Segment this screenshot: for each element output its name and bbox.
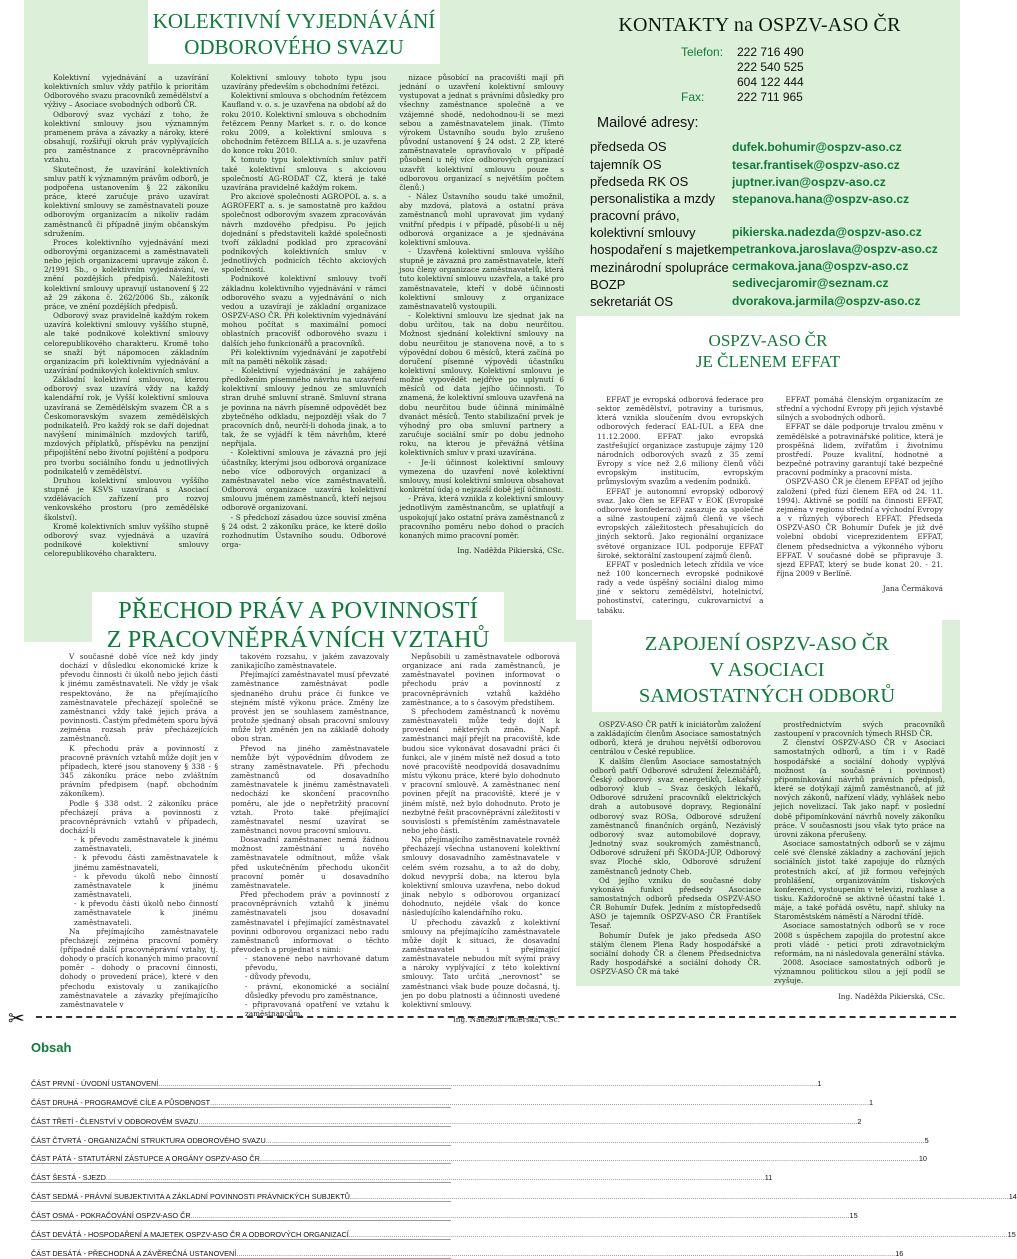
- paragraph: Podle § 338 odst. 2 zákoníku práce přecházejí práva a povinnosti z pracovněprávních vztahů v případech, dochází-li: [60, 798, 218, 835]
- toc-leader: [266, 1136, 925, 1145]
- paragraph: - Práva, která vznikla z kolektivní smlouvy jednotlivým zaměstnancům, se uplatňují a uspokojují jako ostatní práva zaměstnanců z pracovního poměru nebo dohod o pracích konaných mimo pracovní poměr.: [399, 494, 565, 540]
- paragraph: OSPZV-ASO ČR patří k iniciátorům založení a zakládajícím členům Asociace samostatných odborů, která je druhou největší odborovou centrálou v České republice.: [590, 720, 761, 757]
- kolektivni-col-2: [222, 73, 387, 593]
- toc-row[interactable]: [31, 1164, 773, 1183]
- effat-title: [664, 330, 872, 372]
- paragraph: Z členství OSPZV-ASO ČR v Asociaci samostatných odborů, a tím i v Radě hospodářské a sociální dohody vyplývá možnost (a současně i povinnost) připomínkování návrhů právních předpisů, které se dotýkají zájmů zaměstnanců, ať již nových zákonů, nařízení vlády, vyhlášek nebo jejich novelizací. Tak jako např. v poslední době připomínkování návrhů novely zákoníku práce. V současnosti jsou však tyto práce na úrovni zákona přerušeny.: [774, 738, 945, 839]
- paragraph: Přejímající zaměstnavatel musí převzaté zaměstnance zaměstnávat podle sjednaného druhu práce či funkce ve stejném místě výkonu práce. Změny lze provést jen se souhlasem zaměstnance, protože sjednaný obsah pracovní smlouvy může být změněn jen na základě dohody obou stran.: [231, 670, 389, 744]
- contact-label: kolektivní smlouvy: [590, 225, 696, 240]
- paragraph: Asociace samostatných odborů se v roce 2008 s úspěchem zapojila do protestní akce proti vládě - petici proti zdravotnickým reformám, na ni následovala generální stávka.: [774, 921, 945, 958]
- toc-item-text: ČÁST TŘETÍ - ČLENSTVÍ V ODBOROVÉM SVAZU: [31, 1116, 199, 1126]
- contact-label: BOZP: [590, 277, 626, 292]
- list-item: - k převodu části zaměstnavatele k jinému zaměstnavateli,: [74, 853, 218, 872]
- effat-col-2: [777, 395, 944, 609]
- paragraph: EFFAT je evropská odborová federace pro sektor zemědělství, potraviny a turismus, která vznikla sloučením dvou evropských odborových federací EAL-IUL a EFA dne 11.12.2000. EFFAT jako evropská zastřešující organizace zastupuje zájmy 120 národních odborových svazů z 35 zemí Evropy s více než 2,6 miliony členů vůči evropským institucím, evropským průmyslovým svazům a vedením podniků.: [597, 395, 764, 487]
- paragraph: Kromě kolektivních smluv vyššího stupně odborový svaz vyjednává a uzavírá podnikové kolektivní smlouvy celorepublikového charakteru.: [44, 521, 209, 559]
- contact-email[interactable]: stepanova.hana@ospzv-aso.cz: [732, 192, 910, 206]
- paragraph: - Uzavřená kolektivní smlouva vyššího stupně je závazná pro zaměstnavatele, kteří jsou členy organizace zaměstnavatelů, která tuto kolektivní smlouvu uzavřela, a také pro zaměstnavatele, kteří v době účinnosti kolektivní smlouvy z organizace zaměstnavatelů vystoupili.: [399, 246, 565, 311]
- paragraph: Proces kolektivního vyjednávání mezi odborovými organizacemi a zaměstnavateli nebo jejich organizacemi upravuje zákon č. 2/1991 Sb., o kolektivním vyjednávání, ve znění pozdějších předpisů. Náležitosti kolektivní smlouvy upravují ustanovení § 22 až 29 zákona č. 262/2006 Sb., zákoník práce, ve znění pozdějších předpisů.: [44, 237, 209, 311]
- paragraph: S přechodem zaměstnanců k novému zaměstnavateli může tedy dojít k provedení některých změn. Např. zaměstnanci mají přejít na pracoviště, kde budou sice vykonávat dosavadní práci či funkci, ale v jiném místě než dosud a toto nové pracoviště neodpovídá dosavadnímu místu výkonu práce, které bylo dohodnuto v pracovní smlouvě. A zaměstnanec není povinen přejít na pracoviště, které je v jiném místě, než bylo dohodnuto. Proto je nezbytné řešit pracovněprávní záležitosti v souvislosti s přemístěním zaměstnavatele nebo jeho části.: [402, 706, 560, 835]
- kolektivni-title: [148, 8, 440, 60]
- paragraph: Pro akciové společnosti AGROPOL a. s. a AGROFERT a. s. je samostatně pro každou společnost odborovým svazem zpracováván návrh mzdového předpisu. Po jejich dojednání s představiteli každé společnosti tvoří základní podklad pro zpracování podnikových kolektivních smluv v jednotlivých podnicích těchto akciových společností.: [221, 192, 387, 275]
- paragraph: Na přejímajícího zaměstnavatele přecházejí zejména pracovní poměry (případně další pracovněprávní vztahy, tj. dohody o pracích konaných mimo pracovní poměr – dohody o pracovní činnosti, dohody o provedení práce), které v den přechodu existovaly u zanikajícího zaměstnavatele a závazky přejímajícího zaměstnavatele v: [60, 926, 218, 1009]
- effat-title-line-1: OSPZV-ASO ČR: [708, 331, 828, 350]
- fax-label: Fax:: [681, 90, 705, 104]
- paragraph: Základní kolektivní smlouvou, kterou odborový svaz uzavírá vždy na každý kalendářní rok, je Vyšší kolektivní smlouva uzavíraná se Zemědělským svazem ČR a s Českomoravským svazem zemědělských podnikatelů. Pro každý rok se daří dojednat navýšení minimálních mzdových tarifů, mzdových příplatků, příspěvku na penzijní připojištění nebo životní pojištění a podporu pro tvorbu sociálního fondu u jednotlivých podnikatelů v zemědělství.: [44, 375, 209, 476]
- contact-email[interactable]: dufek.bohumir@ospzv-aso.cz: [732, 140, 902, 154]
- zapojeni-title: [592, 631, 942, 709]
- contact-label: sekretariát OS: [590, 294, 674, 309]
- paragraph: Bohumír Dufek je jako předseda ASO stálým členem Plena Rady hospodářské a sociální dohody ČR a členem Předsednictva Rady hospodářské a sociální dohody ČR. OSPZV-ASO ČR má také: [590, 930, 761, 977]
- toc-leader: [350, 1192, 1009, 1201]
- toc-item-page: 16: [895, 1248, 904, 1258]
- paragraph: Na přejímajícího zaměstnavatele rovněž přecházejí všechna ustanovení kolektivní smlouvy dosavadního zaměstnavatele v celém svém rozsahu, a to až do doby, dokud nevyprší doba, na kterou byla kolektivní smlouva uzavřena, nebo dokud jinak nebylo s odborovou organizací dohodnuto, nejdéle však do konce následujícího kalendářního roku.: [402, 835, 560, 918]
- paragraph: - Je-li účinnost kolektivní smlouvy vymezena do uzavření nové kolektivní smlouvy, musí kolektivní smlouva obsahovat konkrétní údaj o nejzazší době její účinnosti.: [399, 457, 565, 495]
- contact-label: tajemník OS: [590, 157, 662, 172]
- toc-row[interactable]: [31, 1202, 858, 1221]
- contact-label: předseda RK OS: [590, 174, 689, 189]
- toc-leader: [198, 1117, 857, 1126]
- paragraph: U přechodu závazků z kolektivní smlouvy na přejímajícího zaměstnavatele může dojít k situaci, že dosavadní zaměstnavatel i přejímající zaměstnavatele nebudou mít svými právy a nároky vyplývající z této kolektivní smlouvy. Tato určitá „nerovnost” se zaměstnanci však bude pouze dočasná, tj. jen po dobu platnosti a účinnosti uvedené kolektivní smlouvy.: [402, 917, 560, 1009]
- toc-item-page: 10: [918, 1154, 927, 1164]
- paragraph: Kolektivní vyjednávání a uzavírání kolektivních smluv vždy patřilo k prioritám Odborového svazu pracovníků zemědělství a výživy – Asociace svobodných odborů ČR.: [44, 73, 209, 110]
- paragraph: - Nález Ústavního soudu také umožnil, aby mzdová, platová a ostatní práva zaměstnanců mohl upravovat jim vydaný vnitřní předpis i v případě, působí-li u něj odborová organizace a je sjednávána kolektivní smlouva.: [399, 192, 565, 247]
- toc-row[interactable]: [31, 1089, 874, 1108]
- toc-leader: [210, 1098, 869, 1107]
- telefon-1: 222 716 490: [737, 45, 804, 59]
- toc-item-text: ČÁST PÁTÁ - STATUTÁRNÍ ZÁSTUPCE A ORGÁNY OSPZV-ASO ČR: [31, 1154, 260, 1164]
- toc-item-page: 15: [849, 1211, 858, 1221]
- contact-email[interactable]: cermakova.jana@ospzv-aso.cz: [732, 259, 909, 273]
- list-item: - k převodu zaměstnavatele k jinému zaměstnavateli,: [74, 835, 218, 854]
- paragraph: Druhou kolektivní smlouvou vyššího stupně je KSVS uzavíraná s Asociací vzdělávacích zařízení pro rozvoj venkovského prostoru (pro zemědělské školství).: [44, 475, 209, 522]
- paragraph: K přechodu práv a povinností z pracovně právních vztahů může dojít jen v případech, které jsou stanoveny § 338 - § 345 zákoníku práce nebo zvláštním právním předpisem (např. obchodním zákoníkem).: [60, 743, 218, 799]
- paragraph: EFFAT v posledních letech zřídila ve více než 100 koncernech evropské podnikové rady a vede úspěšný sociální dialog mimo jiné v sektoru zemědělství, hotelnictví, pohostinství, cateringu, cukrovarnictví a tabáku.: [597, 559, 764, 615]
- paragraph: K tomuto typu kolektivních smluv patří také kolektivní smlouva s akciovou společností AG-RODAT CZ, která je také uzavírána pravidelně každým rokem.: [221, 155, 387, 192]
- paragraph: EFFAT je autonomní evropský odborový svaz. Jako člen se EFFAT v EOK (Evropské odborové konfederaci) zasazuje za společné a silné zastoupení zájmů členů ve všech evropských záležitostech přesahujících do jiných sektorů. Jako regionální organizace světové organizace IUL podporuje EFFAT široké, sektorální zastoupení zájmů členů.: [597, 486, 764, 560]
- effat-title-line-2: JE ČLENEM EFFAT: [695, 352, 841, 371]
- cut-line: [36, 1016, 956, 1018]
- paragraph: - S předchozí zásadou úzce souvisí změna § 24 odst. 2 zákoníku práce, ke které došlo rozhodnutím Ústavního soudu. Odborové orga-: [221, 512, 387, 549]
- contact-label: mezinárodní spolupráce: [590, 260, 729, 275]
- toc-item-text: ČÁST DRUHÁ - PROGRAMOVÉ CÍLE A PŮSOBNOST: [31, 1097, 211, 1107]
- toc-leader: [260, 1154, 919, 1163]
- paragraph: Podnikové kolektivní smlouvy tvoří základnu kolektivního vyjednávání v rámci odborového svazu a vyjednávání o nich vedou a uzavírají je základní organizace OSPZV-ASO ČR. Při kolektivním vyjednávání mohou počítat s maximální pomocí oblastních pracovišť odborového svazu i dalších jeho funkcionářů a pracovníků.: [221, 274, 387, 348]
- toc-item-page: 1: [817, 1078, 822, 1088]
- paragraph: Nepůsobili u zaměstnavatele odborová organizace ani rada zaměstnanců, je zaměstnavatel povinen informovat o přechodu práv a povinností z pracovněprávních vztahů každého zaměstnance, a to s časovým předstihem.: [402, 652, 560, 707]
- kolektivni-col-1: [44, 73, 209, 593]
- kolektivni-col-3: [399, 73, 564, 593]
- prechod-title: [92, 596, 504, 654]
- toc-item-text: ČÁST DEVÁTÁ - HOSPODAŘENÍ A MAJETEK OSPZV-ASO ČR A ODBOROVÝCH ORGANIZACÍ: [31, 1230, 349, 1240]
- paragraph: Skutečnost, že uzavírání kolektivních smluv patří k významným právům odborů, je podpořena ustanovením § 22 zákoníku práce, které zaručuje právo uzavírat kolektivní smlouvy se zaměstnavateli pouze odborovým organizacím a nikoliv radám zaměstnanců či případně jiným občanským sdružením.: [44, 164, 209, 238]
- kolektivni-body: [44, 73, 564, 593]
- contact-email[interactable]: pikierska.nadezda@ospzv-aso.cz: [732, 225, 922, 239]
- zapojeni-title-line-1: ZAPOJENÍ OSPZV-ASO ČR: [644, 633, 890, 655]
- list-item: - připravovaná opatření ve vztahu k zaměstnancům.: [245, 999, 389, 1019]
- scissors-icon: ✂: [8, 1006, 25, 1030]
- list-item: - důvody převodu,: [245, 972, 312, 982]
- prechod-title-line-1: PŘECHOD PRÁV A POVINNOSTÍ: [118, 597, 478, 624]
- telefon-3: 604 122 444: [737, 75, 804, 89]
- paragraph: Kolektivní smlouva s obchodním řetězcem Kaufland v. o. s. je uzavřena na období až do roku 2010. Kolektivní smlouva s obchodním řetězcem Penny Market s. r. o. do konce roku 2009, a kolektivní smlouva s obchodním řetězcem BILLA a. s. je uzavřena do konce roku 2010.: [221, 91, 387, 156]
- paragraph: Před přechodem práv a povinností z pracovněprávních vztahů k jinému zaměstnavateli jsou dosavadní zaměstnavatel i přejímající zaměstnavatel povinni odborovou organizaci nebo radu zaměstnanců informovat o těchto převodech a projednat s nimi:: [231, 890, 389, 954]
- toc-item-page: 15: [1007, 1230, 1016, 1240]
- table-of-contents: [31, 1070, 1017, 1259]
- paragraph: EFFAT se dále podporuje trvalou změnu v zemědělské a potravinářské politice, která je prospěšná lidem, zvířatům i životnímu prostředí. Pouze kvalitní, hodnotné a bezpečné potraviny garantují také bezpečné pracovní podmínky a pracovní místa.: [776, 422, 943, 478]
- zapojeni-col-2: [774, 720, 945, 1001]
- paragraph: V současné době více než kdy jindy dochází v důsledku ekonomické krize k převodu činnosti či úkolů nebo jejich části k jinému zaměstnavateli. Ne vždy je však respektováno, že na přejímajícího zaměstnavatele přecházejí společně se zaměstnanci vždy také jejich práva a povinnosti. Častým předmětem sporu bývá zejména rozsah práv přecházejících zaměstnanců.: [60, 652, 218, 744]
- toc-leader: [158, 1079, 817, 1088]
- paragraph: Převod na jiného zaměstnavatele nemůže být výpovědním důvodem ze strany zaměstnavatele. Při přechodu zaměstnanců od dosavadního zaměstnavatele k jinému zaměstnavateli nedochází ke skončení pracovního poměru, ale jde o nepřetržitý pracovní vztah. Proto také přejímající zaměstnavatel nesmí uzavírat se zaměstnanci novou pracovní smlouvu.: [231, 743, 389, 835]
- kontakty-title: KONTAKTY na OSPZV-ASO ČR: [618, 14, 901, 36]
- contact-label: hospodaření s majetkem: [590, 242, 733, 257]
- toc-leader: [349, 1230, 1008, 1239]
- paragraph: Od jejího vzniku do současné doby vykonává funkci předsedy Asociace samostatných odborů předseda OSPZV-ASO ČR Bohumír Dufek. Jedním z místopředsedů ASO je tajemník OSPZV-ASO ČR František Tesař.: [590, 875, 761, 931]
- toc-row[interactable]: [31, 1240, 904, 1259]
- prechod-col-2: [231, 652, 389, 1019]
- kolektivni-title-line-1: KOLEKTIVNÍ VYJEDNÁVÁNÍ: [152, 9, 436, 33]
- toc-item-page: 1: [868, 1097, 874, 1107]
- paragraph: K dalším členům Asociace samostatných odborů patří Odborové sdružení železničářů, Český odborový svaz energetiků, Lékařský odborový klub – Svaz českých lékařů, Odborové sdružení pracovníků elektrických drah a autobusové dopravy, Regionální odborový svaz ROSa, Odborové sdružení zaměstnanců finančních orgánů, Nezávislý odborový svaz automobilové dopravy, Jednotný svaz soukromých zaměstnanců, Odborové sdružení při ŠKODA-JÚP, Odborový svaz Ploché sklo, Odborové sdružení zaměstnanců jednoty Cheb.: [590, 756, 761, 876]
- list-item: - k převodu části úkolů nebo činností zaměstnavatele k jinému zaměstnavateli.: [74, 899, 218, 927]
- paragraph: EFFAT pomáhá členským organizacím ze střední a východní Evropy při jejich výstavbě silných a svobodných odborů.: [776, 395, 943, 423]
- toc-item-page: 11: [764, 1173, 773, 1183]
- toc-item-text: ČÁST SEDMÁ - PRÁVNÍ SUBJEKTIVITA A ZÁKLADNÍ POVINNOSTI PRÁVNICKÝCH SUBJEKTŮ: [31, 1192, 350, 1202]
- toc-item-text: ČÁST ČTVRTÁ - ORGANIZAČNÍ STRUKTURA ODBOROVÉHO SVAZU: [31, 1135, 266, 1145]
- kolektivni-title-line-2: ODBOROVÉHO SVAZU: [184, 35, 404, 59]
- toc-leader: [236, 1249, 895, 1258]
- paragraph: - Kolektivní smlouvu lze sjednat jak na dobu určitou, tak na dobu neurčitou. Možnost sjednání kolektivní smlouvy na dobu neurčitou je stanovena nově, a to s výpovědní dobou 6 měsíců, která začíná po doručení písemné výpovědi účastníku kolektivní smlouvy. Kolektivní smlouvu je možné vypovědět nejdříve po uplynutí 6 měsíců od data jejího účinnosti. To znamená, že kolektivní smlouva uzavřená na dobu neurčitou bude účinná minimálně dvanáct měsíců. Tento stabilizační prvek je výhodný pro oba smluvní partnery a zaručuje sociální smír po dobu jednoho roku, na kterou je převážná většina kolektivních smluv v praxi uzavírána.: [399, 311, 565, 458]
- paragraph: Kolektivní smlouvy tohoto typu jsou uzavírány především s obchodními řetězci.: [221, 73, 387, 92]
- effat-signature: Jana Čermáková: [882, 584, 943, 594]
- contact-label: předseda OS: [590, 139, 667, 154]
- paragraph: takovém rozsahu, v jakém zavazovaly zanikajícího zaměstnavatele.: [231, 652, 389, 671]
- toc-row[interactable]: [31, 1221, 1016, 1240]
- contact-label: personalistika a mzdy: [590, 191, 715, 206]
- zapojeni-title-line-2: V ASOCIACI: [709, 659, 825, 681]
- effat-col-1: [597, 395, 764, 615]
- toc-row[interactable]: [31, 1146, 927, 1165]
- toc-leader: [191, 1211, 850, 1220]
- toc-row[interactable]: [31, 1108, 862, 1127]
- telefon-label: Telefon:: [681, 45, 724, 59]
- list-item: - stanovené nebo navrhované datum převodu,: [245, 954, 389, 973]
- contact-email[interactable]: sedivecjaromir@seznam.cz: [732, 276, 889, 290]
- toc-item-text: ČÁST OSMÁ - POKRAČOVÁNÍ OSPZV-ASO ČR: [31, 1211, 191, 1221]
- paragraph: OSPZV-ASO ČR je členem EFFAT od jejího založení (před fúzí členem EFA od 24. 11. 1994). Aktivně se podílí na činnosti EFFAT, zejména v regionu střední a východní Evropy a v různých výborech EFFAT. Předseda OSPZV-ASO ČR Bohumír Dufek je již dvě volební období viceprezidentem EFFAT, členem předsednictva a výkonného výboru EFFAT. V současné době se připravuje 3. sjezd EFFAT, který se bude konat 20. - 21. října 2009 v Berlíně.: [776, 477, 943, 578]
- paragraph: - Kolektivní vyjednávání je zahájeno předložením písemného návrhu na uzavření kolektivní smlouvy jednou ze smluvních stran druhé smluvní straně. Smluvní strana je povinna na návrh písemně odpovědět bez zbytečného odkladu, nejpozději však do 7 pracovních dnů, neurčí-li dohoda jinak, a to tak, že se vyjádří k těm návrhům, které nepřijala.: [221, 366, 387, 449]
- effat-body: [597, 395, 943, 615]
- zapojeni-col-1: [590, 720, 761, 978]
- paragraph: nizace působící na pracovišti mají při jednání o uzavření kolektivní smlouvy vystupovat a jednat s právními důsledky pro všechny zaměstnance společně a ve vzájemné shodě, nedohodnou-li se mezi sebou a zaměstnavatelem jinak. (Tímto výrokem Ústavního soudu bylo zrušeno původní ustanovení § 24 odst. 2 ZP, které zaměstnavatele opravňovalo v případě působení u něj více odborových organizací uzavřít kolektivní smlouvu pouze s odborovou organizací s největším počtem členů.): [399, 73, 565, 192]
- toc-item-page: 2: [857, 1116, 862, 1126]
- zapojeni-title-line-3: SAMOSTATNÝCH ODBORŮ: [638, 685, 896, 707]
- contact-email[interactable]: juptner.ivan@ospzv-aso.cz: [732, 175, 886, 189]
- prechod-col-3: [402, 652, 560, 1025]
- mail-heading: Mailové adresy:: [597, 115, 699, 131]
- toc-item-text: ČÁST ŠESTÁ - SJEZD: [31, 1173, 106, 1183]
- toc-item-page: 5: [924, 1135, 929, 1145]
- telefon-2: 222 540 525: [737, 60, 804, 74]
- toc-item-text: ČÁST DESÁTÁ - PŘECHODNÁ A ZÁVĚREČNÁ USTANOVENÍ: [31, 1248, 237, 1258]
- contact-email[interactable]: tesar.frantisek@ospzv-aso.cz: [732, 158, 900, 172]
- toc-title: Obsah: [31, 1040, 72, 1055]
- paragraph: prostřednictvím svých pracovníků zastoupení v pracovních týmech RHSD ČR.: [774, 720, 945, 739]
- prechod-body: [60, 652, 560, 1025]
- prechod-signature: Ing. Naděžda Pikierská, CSc.: [452, 1015, 560, 1025]
- paragraph: Při kolektivním vyjednávání je zapotřebí mít na paměti několik zásad:: [221, 347, 387, 366]
- paragraph: 2008. Asociace samostatných odborů je významnou politickou silou a její podíl se zvyšuje.: [774, 958, 945, 986]
- paragraph: Dosavadní zaměstnanec nemá žádnou možnost zaměstnání u nového zaměstnavatele odmítnout, může však před uskutečněním přechodu ukončit pracovní poměr u dosavadního zaměstnavatele.: [231, 835, 389, 890]
- list-item: - právní, ekonomické a sociální důsledky převodu pro zaměstnance,: [245, 981, 389, 1000]
- paragraph: Asociace samostatných odborů se v zájmu celé své členské základny a zachování jejich sociálních jistot také zapojuje do různých protestních akcí, ať již formou veřejných prohlášení, organizováním tiskových konferencí, vystoupením v televizi, rozhlase a tisku. Každoročně se aktivně účastní také 1. máje, a také pořádá osvětu, např. shluky na Staroměstském náměstí a Národní třídě.: [774, 839, 945, 922]
- contact-email[interactable]: dvorakova.jarmila@ospzv-aso.cz: [732, 294, 921, 308]
- paragraph: Odborový svaz vychází z toho, že kolektivní smlouvy jsou významným pramenem práva a závazky a nároky, které obsahují, rozšiřují okruh práv vyplývajících pro zaměstnance z pracovněprávního vztahu.: [44, 109, 209, 165]
- contact-label: pracovní právo,: [590, 208, 680, 223]
- contact-email[interactable]: petrankova.jaroslava@ospzv-aso.cz: [732, 242, 938, 256]
- toc-row[interactable]: [31, 1070, 822, 1089]
- toc-row[interactable]: [31, 1127, 929, 1146]
- toc-item-page: 14: [1008, 1192, 1017, 1202]
- paragraph: - Kolektivní smlouva je závazná pro její účastníky, kterými jsou odborová organizace nebo více odborových organizací a zaměstnavatel nebo více zaměstnavatelů. Odborová organizace uzavírá kolektivní smlouvu jménem zaměstnanců, kteří nejsou odborově organizovaní.: [221, 448, 387, 513]
- kolektivni-signature: Ing. Naděžda Pikierská, CSc.: [456, 545, 565, 555]
- list-item: - k převodu úkolů nebo činností zaměstnavatele k jinému zaměstnavateli,: [74, 871, 218, 900]
- fax-number: 222 711 965: [737, 90, 803, 104]
- toc-item-text: ČÁST PRVNÍ - ÚVODNÍ USTANOVENÍ: [31, 1078, 159, 1088]
- zapojeni-signature: Ing. Naděžda Pikierská, CSc.: [837, 991, 945, 1001]
- zapojeni-body: [590, 720, 945, 1001]
- paragraph: Odborový svaz pravidelně každým rokem uzavírá kolektivní smlouvy vyššího stupně, ale také podnikové kolektivní smlouvy celorepublikového charakteru. Kromě toho se snaží být nápomocen základním organizacím při kolektivním vyjednávání a uzavírání podnikových kolektivních smluv.: [44, 311, 209, 375]
- prechod-title-line-2: Z PRACOVNĚPRÁVNÍCH VZTAHŮ: [106, 626, 490, 653]
- prechod-col-1: [60, 652, 218, 1009]
- toc-row[interactable]: [31, 1183, 1017, 1202]
- toc-leader: [106, 1173, 765, 1182]
